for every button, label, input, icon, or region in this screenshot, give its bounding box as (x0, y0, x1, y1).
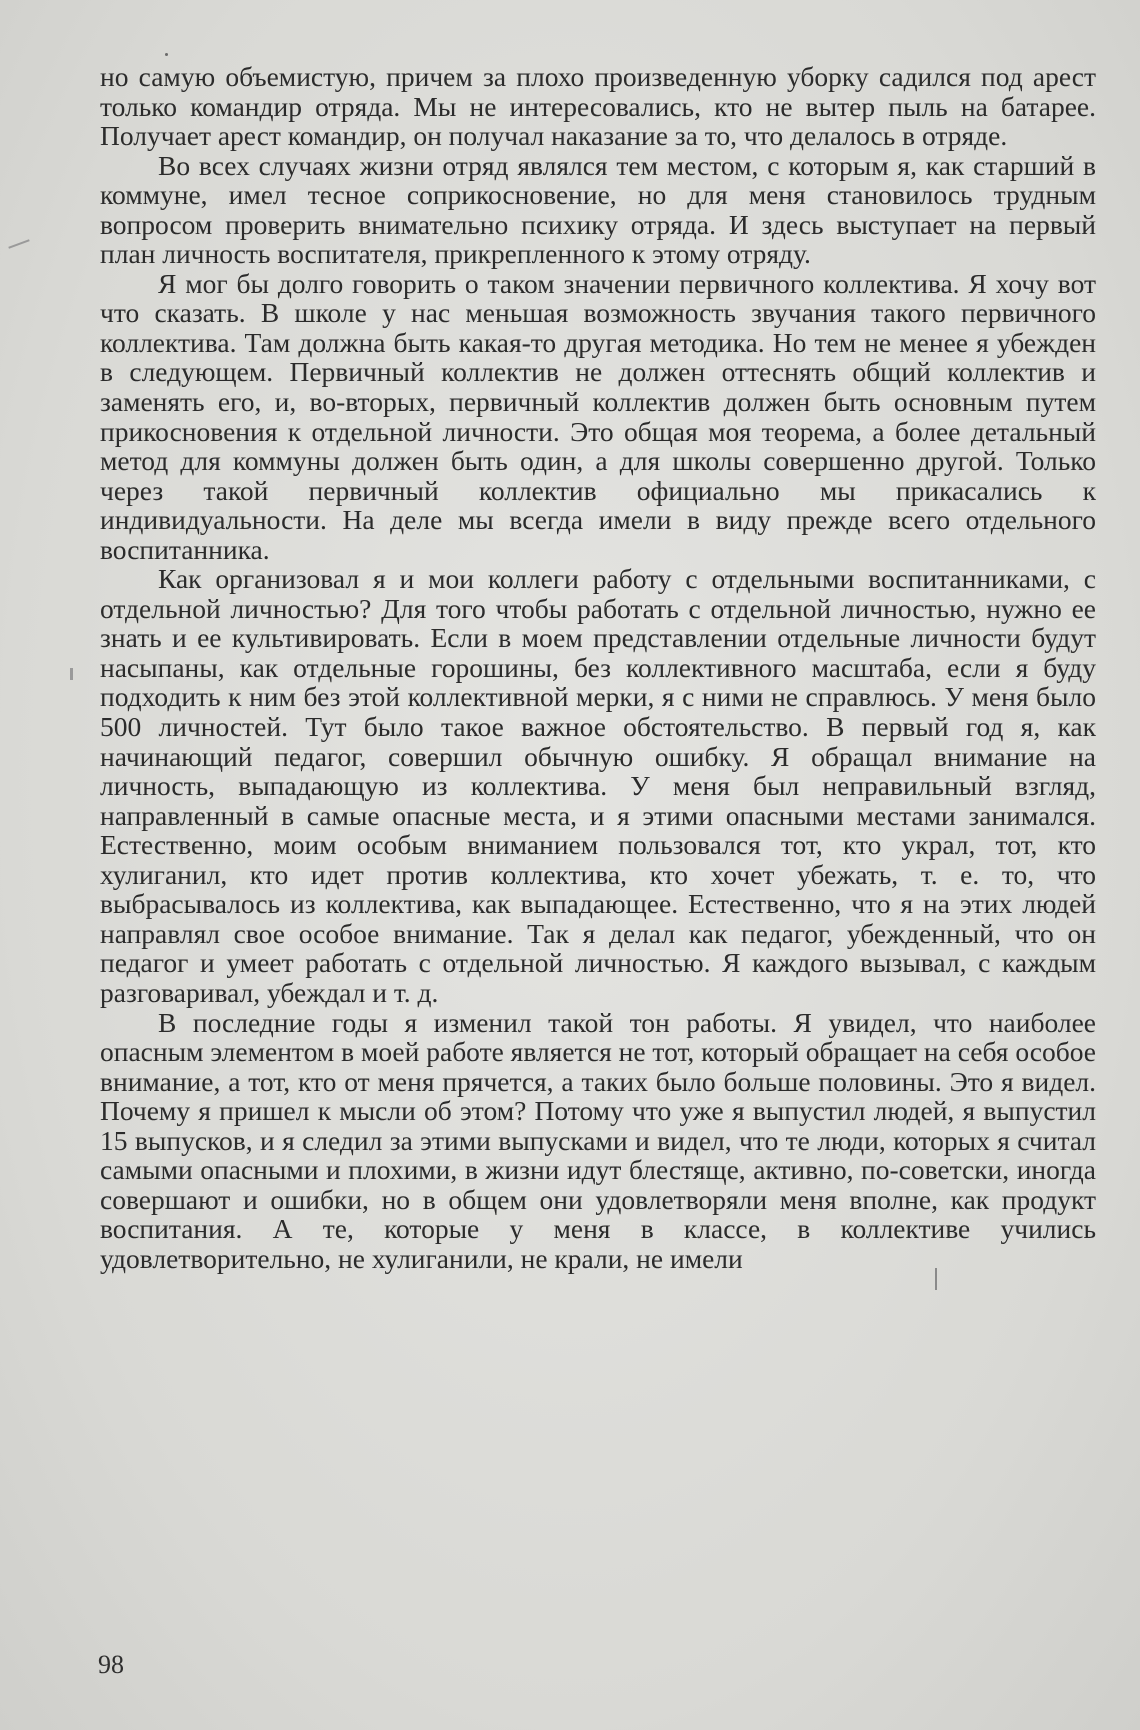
stray-dash-left-2 (70, 668, 73, 680)
paragraph-primary-collective: Я мог бы долго говорить о таком значении первичного коллектива. Я хочу вот что сказать. В школе у нас меньшая возможность звучания такого первичного коллектива. Там должна быть какая-то другая методика. Но тем не менее я убежден в следующем. Первичный коллектив не должен оттеснять общий коллектив и заменять его, и, во-вторых, первичный коллектив должен быть основным путем прикосновения к отдельной личности. Это общая моя теорема, а более детальный метод для коммуны должен быть один, а для школы совершенно другой. Только через такой первичный коллектив официально мы прикасались к индивидуальности. На деле мы всегда имели в виду прежде всего отдельного воспитанника. (100, 267, 1096, 565)
stray-dash-left (8, 239, 29, 248)
paragraph-individual-work: Как организовал я и мои коллеги работу с отдельными воспитанниками, с отдельной личностью? Для того чтобы работать с отдельной личностью, нужно ее знать и ее культивировать. Если в моем представлении отдельные личности будут насыпаны, как отдельные горошины, без коллективного масштаба, если я буду подходить к ним без этой коллективной мерки, я с ними не справлюсь. У меня было 500 личностей. Тут было такое важное обстоятельство. В первый год я, как начинающий педагог, совершил обычную ошибку. Я обращал внимание на личность, выпадающую из коллектива. У меня был неправильный взгляд, направленный в самые опасные места, и я этими опасными местами занимался. Естественно, моим особым вниманием пользовался тот, кто украл, тот, кто хулиганил, кто идет против коллектива, кто хочет убежать, т. е. то, что выбрасывалось из коллектива, как выпадающее. Естественно, что я на этих людей направлял свое особое внимание. Так я делал как педагог, убежденный, что он педагог и умеет работать с отдельной личностью. Я каждого вызывал, с каждым разговаривал, убеждал и т. д. (100, 563, 1096, 1008)
paragraph-continuation: но самую объемистую, причем за плохо произведенную уборку садился под арест только командир отряда. Мы не интересовались, кто не вытер пыль на батарее. Получает арест командир, он получал наказание за то, что делалось в отряде. (100, 61, 1096, 152)
paragraph-recent-years: В последние годы я изменил такой тон работы. Я увидел, что наиболее опасным элементом в моей работе является не тот, который обращает на себя особое внимание, а тот, кто от меня прячется, а таких было больше половины. Это я видел. Почему я пришел к мысли об этом? Потому что уже я выпустил людей, я выпустил 15 выпусков, и я следил за этими выпусками и видел, что те люди, которых я считал самыми опасными и плохими, в жизни идут блестяще, активно, по-советски, иногда совершают и ошибки, но в общем они удовлетворяли меня вполне, как продукт воспитания. А те, которые у меня в классе, в коллективе учились удовлетворительно, не хулиганили, не крали, не имели (100, 1006, 1096, 1274)
stray-dot-top (165, 53, 168, 56)
body-text (100, 62, 1096, 1273)
page-number: 98 (98, 1650, 124, 1679)
paragraph-squad: Во всех случаях жизни отряд являлся тем местом, с которым я, как старший в коммуне, имел тесное соприкосновение, но для меня становилось трудным вопросом проверить внимательно психику отряда. И здесь выступает на первый план личность воспитателя, прикрепленного к этому отряду. (100, 149, 1096, 270)
